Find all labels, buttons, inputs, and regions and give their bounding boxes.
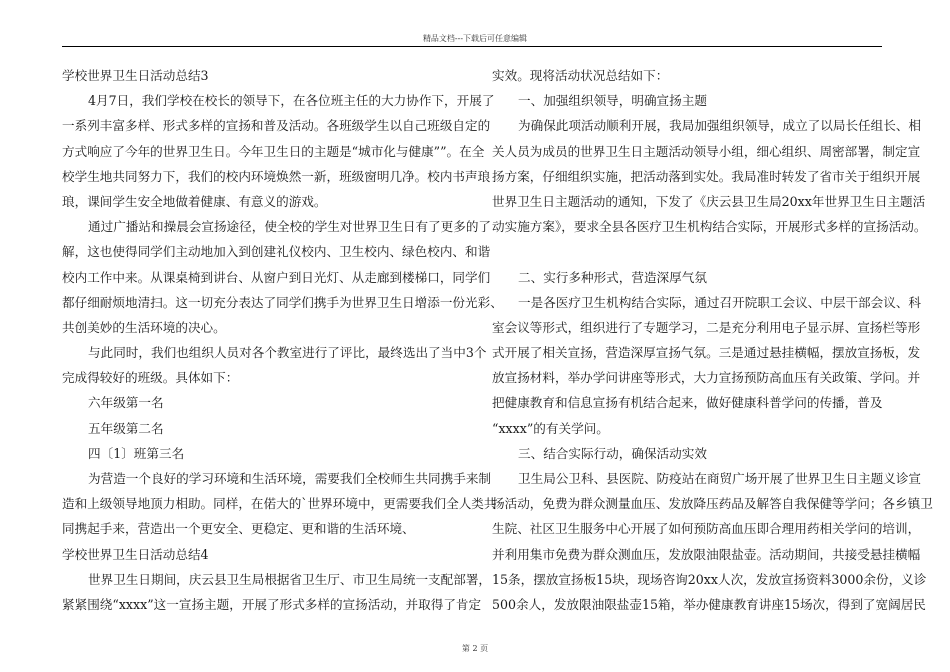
text-line: 卫生局公卫科、县医院、防疫站在商贸广场开展了世界卫生日主题义诊宣	[518, 471, 921, 486]
text-line: 方式响应了今年的世界卫生日。今年卫生日的主题是“城市化与健康””。在全	[62, 143, 485, 159]
text-line: 校学生地共同努力下，我们的校内环境焕然一新，班级窗明几净。校内书声琅	[62, 168, 491, 184]
text-line: 共创美妙的生活环境的决心。	[62, 319, 226, 335]
text-line: 关人员为成员的世界卫生日主题活动领导小组，细心组织、周密部署，制定宣	[492, 143, 921, 159]
section-heading: 二、实行多种形式，营造深厚气氛	[518, 269, 707, 285]
text-line: 把健康教育和信息宣扬有机结合起来，做好健康科普学问的传播，普及	[492, 395, 883, 411]
text-line: 一系列丰富多样、形式多样的宣扬和普及活动。各班级学生以自己班级自定的	[62, 118, 491, 134]
text-line: 放宣扬材料，举办学问讲座等形式，大力宣扬预防高血压有关政策、学问。并	[492, 370, 921, 386]
rank-item: 四〔1〕班第三名	[88, 445, 185, 461]
text-line: 4月7日，我们学校在校长的领导下，在各位班主任的大力协作下，开展了	[88, 93, 495, 109]
text-line: 室会议等形式，组织进行了专题学习，二是充分利用电子显示屏、宣扬栏等形	[492, 319, 921, 335]
section-title: 学校世界卫生日活动总结4	[62, 546, 209, 562]
text-line: 通过广播站和操晨会宣扬途径，使全校的学生对世界卫生日有了更多的了	[88, 219, 491, 235]
text-line: “xxxx”的有关学问。	[492, 420, 609, 436]
rank-item: 五年级第二名	[88, 420, 164, 436]
page-number: 第 2 页	[461, 644, 489, 653]
text-line: 完成得较好的班级。具体如下：	[62, 370, 239, 386]
text-line: 同携起手来，营造出一个更安全、更稳定、更和谐的生活环境、	[62, 521, 415, 537]
text-line: 为营造一个良好的学习环境和生活环境，需要我们全校师生共同携手来制	[88, 471, 491, 486]
text-line: 造和上级领导地顶力相助。同样，在偌大的`世界环境中，更需要我们全人类共	[62, 496, 497, 512]
section-heading: 一、加强组织领导，明确宣扬主题	[518, 93, 707, 109]
text-line: 校内工作中来。从课桌椅到讲台、从窗户到日光灯、从走廊到楼梯口，同学们	[62, 269, 491, 285]
spacer	[492, 239, 882, 264]
text-line: 动实施方案》，要求全县各医疗卫生机构结合实际，开展形式多样的宣扬活动。	[492, 219, 927, 235]
text-line: 扬活动，免费为群众测量血压、发放降压药品及解答自我保健等学问；各乡镇卫	[492, 496, 933, 512]
text-line: 世界卫生日期间，庆云县卫生局根据省卫生厅、市卫生局统一支配部署，	[88, 571, 491, 587]
left-column	[62, 63, 503, 617]
header-divider	[62, 46, 882, 47]
text-line: 式开展了相关宣扬，营造深厚宣扬气氛。三是通过悬挂横幅，摆放宣扬板，发	[492, 345, 921, 361]
section-title: 学校世界卫生日活动总结3	[62, 68, 209, 83]
text-line: 500余人，发放限油限盐壶15箱，举办健康教育讲座15场次，得到了宽阔居民	[492, 596, 926, 612]
text-line: 并利用集市免费为群众测血压，发放限油限盐壶。活动期间，共接受悬挂横幅	[492, 546, 921, 562]
rank-item: 六年级第一名	[88, 395, 164, 411]
text-line: 扬方案，仔细组织实施，把活动落到实处。我局准时转发了省市关于组织开展	[492, 168, 921, 184]
text-line: 为确保此项活动顺利开展，我局加强组织领导，成立了以局长任组长、相	[518, 118, 921, 134]
text-line: 琅，课间学生安全地做着健康、有意义的游戏。	[62, 193, 327, 209]
text-line: 紧紧围绕“xxxx”这一宣扬主题，开展了形式多样的宣扬活动，并取得了肯定	[62, 596, 482, 612]
text-line: 解，这也使得同学们主动地加入到创建礼仪校内、卫生校内、绿色校内、和谐	[62, 244, 491, 260]
text-line: 都仔细耐烦地清扫。这一切充分表达了同学们携手为世界卫生日增添一份光彩、	[62, 294, 503, 310]
section-heading: 三、结合实际行动，确保活动实效	[518, 445, 707, 461]
page-header: 精品文档---下载后可任意编辑	[422, 34, 528, 43]
text-line: 一是各医疗卫生机构结合实际，通过召开院职工会议、中层干部会议、科	[518, 294, 921, 310]
right-column	[492, 63, 933, 617]
text-line: 与此同时，我们也组织人员对各个教室进行了评比，最终选出了当中3个	[88, 345, 487, 361]
text-line: 生院、社区卫生服务中心开展了如何预防高血压即合理用药相关学问的培训，	[492, 521, 921, 537]
text-line: 实效。现将活动状况总结如下：	[492, 68, 669, 83]
text-line: 15条，摆放宣扬板15块，现场咨询20xx人次，发放宣扬资料3000余份，义诊	[492, 571, 927, 587]
text-line: 世界卫生日主题活动的通知，下发了《庆云县卫生局20xx年世界卫生日主题活	[492, 193, 926, 209]
